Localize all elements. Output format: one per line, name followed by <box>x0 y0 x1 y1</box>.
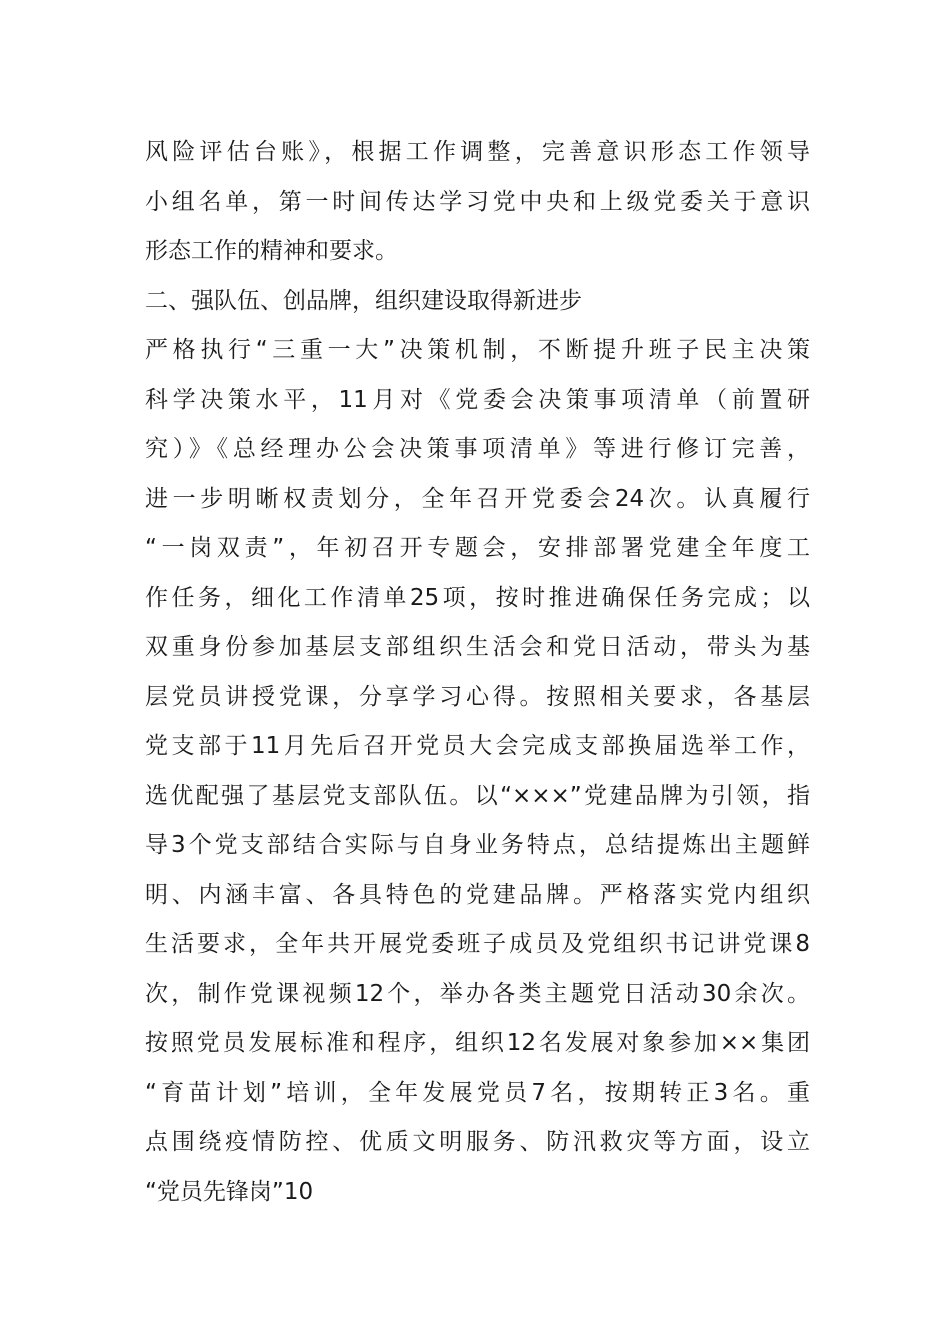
text-line-5: 严格执行“三重一大”决策机制，不断提升班子民主决策 <box>145 337 810 363</box>
text-line-17: 生活要求，全年共开展党委班子成员及党组织书记讲党课8 <box>145 931 810 957</box>
text-line-12: 层党员讲授党课，分享学习心得。按照相关要求，各基层 <box>145 683 810 710</box>
text-line-15: 导3个党支部结合实际与自身业务特点，总结提炼出主题鲜 <box>145 832 810 858</box>
text-line-19: 按照党员发展标准和程序，组织12名发展对象参加××集团 <box>145 1030 810 1056</box>
text-line-6: 科学决策水平，11月对《党委会决策事项清单（前置研 <box>145 386 810 413</box>
text-line-14: 选优配强了基层党支部队伍。以“×××”党建品牌为引领，指 <box>145 782 810 809</box>
text-line-7: 究）》《总经理办公会决策事项清单》等进行修订完善， <box>145 436 810 462</box>
text-line-1: 风险评估台账》，根据工作调整，完善意识形态工作领导 <box>145 139 810 165</box>
text-line-21: 点围绕疫情防控、优质文明服务、防汛救灾等方面，设立 <box>145 1129 810 1155</box>
text-line-3: 形态工作的精神和要求。 <box>145 238 398 264</box>
section-heading: 二、强队伍、创品牌，组织建设取得新进步 <box>145 287 582 314</box>
text-line-9: “一岗双责”，年初召开专题会，安排部署党建全年度工 <box>145 535 810 561</box>
text-line-2: 小组名单，第一时间传达学习党中央和上级党委关于意识 <box>145 188 810 215</box>
text-line-10: 作任务，细化工作清单25项，按时推进确保任务完成；以 <box>145 584 810 611</box>
text-line-13: 党支部于11月先后召开党员大会完成支部换届选举工作， <box>145 733 810 759</box>
text-line-20: “育苗计划”培训，全年发展党员7名，按期转正3名。重 <box>145 1079 810 1106</box>
body-text <box>145 128 810 1217</box>
text-line-18: 次，制作党课视频12个，举办各类主题党日活动30余次。 <box>145 980 810 1007</box>
text-line-16: 明、内涵丰富、各具特色的党建品牌。严格落实党内组织 <box>145 881 810 908</box>
text-line-11: 双重身份参加基层支部组织生活会和党日活动，带头为基 <box>145 634 810 660</box>
text-line-22: “党员先锋岗”10 <box>145 1178 314 1205</box>
text-line-8: 进一步明晰权责划分，全年召开党委会24次。认真履行 <box>145 485 810 512</box>
